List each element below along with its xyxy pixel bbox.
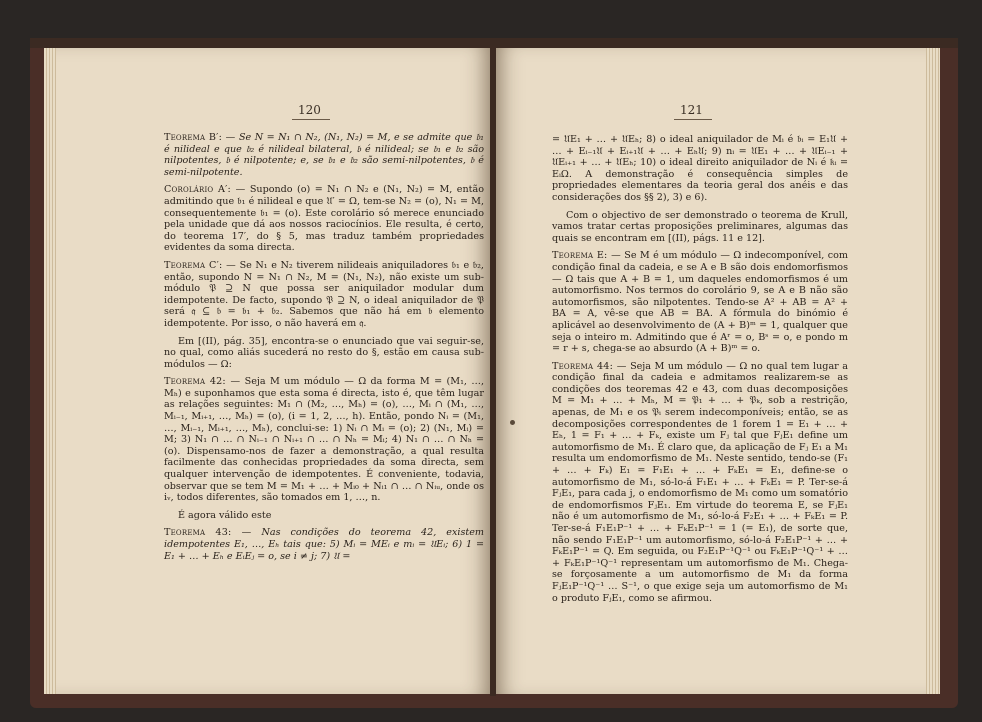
page-number: 121 bbox=[680, 103, 703, 117]
paragraph: Teorema E: — Se M é um módulo — Ω indecomponível, com condição final da cadeia, e se A e B são dois endomorfismos — Ω tais que A + B = 1, um daqueles endomorfismos é um automorfismo. Nos termos do corolário 9, se A e B não são automorfismos, são nilpotentes. Tendo-se A² + AB = A² + BA = A, vê-se que AB = BA. A fórmula do binómio é aplicável ao desenvolvimento de (A + B)ᵐ = 1, qualquer que seja o inteiro m. Admitindo que é Aʳ = o, Bˢ = o, e pondo m = r + s, chega-se ao absurdo (A + B)ᵐ = o. bbox=[552, 250, 848, 355]
paper-spot bbox=[510, 420, 515, 425]
right-page-text bbox=[552, 134, 848, 610]
paragraph: Teorema B′: — Se N = N₁ ∩ N₂, (N₁, N₂) = M, e se admite que 𝔟₁ é nilideal e que 𝔟₂ é nilideal bilateral, 𝔟 é nilideal; se 𝔟₁ e 𝔟₂ são nilpotentes, 𝔟 é nilpotente; e, se 𝔟₁ e 𝔟₂ são semi-nilpotentes, 𝔟 é semi-nilpotente. bbox=[164, 132, 485, 178]
page-number: 120 bbox=[298, 103, 321, 117]
paragraph: Teorema C′: — Se N₁ e N₂ tiverem nilideais aniquiladores 𝔟₁ e 𝔟₂, então, supondo N = N₁ ∩ N₂, M = (N₁, N₂), não existe um sub-módulo 𝔓 ⊇ N que possa ser aniquilador modular dum idempotente. De facto, supondo 𝔓 ⊇ N, o ideal aniquilador de 𝔓 será 𝔮 ⊆ 𝔟 = 𝔟₁ + 𝔟₂. Sabemos que não há em 𝔟 elemento idempotente. Por isso, o não haverá em 𝔮. bbox=[164, 259, 484, 329]
paragraph: Teorema 43: — Nas condições do teorema 42, existem idempotentes E₁, …, Eₕ tais que: 5) Mᵢ = MEᵢ e mᵢ = 𝔘Eᵢ; 6) 1 = E₁ + … + Eₕ e EᵢEⱼ = o, se i ≠ j; 7) 𝔘 = bbox=[164, 527, 484, 562]
paragraph: Corolário A′: — Supondo (o) = N₁ ∩ N₂ e (N₁, N₂) = M, então admitindo que 𝔟₁ é nilideal e que 𝔘′ = Ω, tem-se N₂ = (o), N₁ = M, consequentemente 𝔟₁ = (o). Este corolário só merece enunciado pela unidade que dá aos nossos raciocínios. Ele resulta, é certo, do teorema 17′, do § 5, mas traduz também propriedades evidentes da soma directa. bbox=[164, 184, 484, 254]
left-page-text bbox=[164, 132, 484, 568]
right-page bbox=[494, 48, 940, 694]
left-page bbox=[44, 48, 492, 694]
paragraph: Em [(II), pág. 35], encontra-se o enunciado que vai seguir-se, no qual, como aliás sucederá no resto do §, estão em causa sub-módulos — Ω: bbox=[164, 335, 484, 370]
right-page-edges bbox=[926, 48, 940, 694]
paragraph: = 𝔘E₁ + … + 𝔘Eₕ; 8) o ideal aniquilador de Mᵢ é 𝔟ᵢ = E₁𝔘 + … + Eᵢ₋₁𝔘 + Eᵢ₊₁𝔘 + … + Eₕ𝔘; 9) nᵢ = 𝔘E₁ + … + 𝔘Eᵢ₋₁ + 𝔘Eᵢ₊₁ + … + 𝔘Eₕ; 10) o ideal direito aniquilador de Nᵢ é 𝔨ᵢ = EᵢΩ. A demonstração é consequência simples de propriedades elementares da teoria geral dos anéis e das considerações dos §§ 2), 3) e 6). bbox=[552, 134, 848, 203]
left-page-edges bbox=[44, 48, 56, 694]
page-number-rule bbox=[292, 119, 330, 120]
paragraph: Com o objectivo de ser demonstrado o teorema de Krull, vamos tratar certas proposições preliminares, algumas das quais se encontram em [(II), págs. 11 e 12]. bbox=[552, 209, 848, 244]
page-number-rule bbox=[674, 119, 712, 120]
paragraph: Teorema 42: — Seja M um módulo — Ω da forma M = (M₁, …, Mₕ) e suponhamos que esta soma é directa, isto é, que têm lugar as relações seguintes: M₁ ∩ (M₂, …, Mₕ) = (o), …, Mᵢ ∩ (M₁, …, Mᵢ₋₁, Mᵢ₊₁, …, Mₕ) = (o), (i = 1, 2, …, h). Então, pondo Nᵢ = (M₁, …, Mᵢ₋₁, Mᵢ₊₁, …, Mₕ), conclui-se: 1) Nᵢ ∩ Mᵢ = (o); 2) (N₁, Mᵢ) = M; 3) N₁ ∩ … ∩ Nᵢ₋₁ ∩ Nᵢ₊₁ ∩ … ∩ Nₕ = Mᵢ; 4) N₁ ∩ … ∩ Nₕ = (o). Dispensamo-nos de fazer a demonstração, a qual resulta facilmente das conhecidas propriedades da soma directa, sem qualquer intervenção de idempotentes. É conveniente, todavia, observar que se tem M = M₁ + … + Mᵢ₀ + Nᵢ₁ ∩ … ∩ Nᵢᵤ, onde os iᵥ, todos diferentes, são tomados em 1, …, n. bbox=[164, 376, 484, 504]
paragraph: É agora válido este bbox=[178, 509, 272, 521]
book-gutter bbox=[490, 46, 496, 696]
paragraph: Teorema 44: — Seja M um módulo — Ω no qual tem lugar a condição final da cadeia e admitamos realizarem-se as condições dos teoremas 42 e 43, com duas decomposições M = M₁ + … + Mₕ, M = 𝔓₁ + … + 𝔓ₖ, sob a restrição, apenas, de M₁ e os 𝔓ᵢ serem indecomponíveis; então, se as decomposições correspondentes de 1 forem 1 = E₁ + … + Eₕ, 1 = F₁ + … + Fₖ, existe um Fⱼ tal que FⱼE₁ define um automorfismo de M₁. É claro que, da aplicação de Fⱼ E₁ a M₁ resulta um endomorfismo de M₁. Neste sentido, tendo-se (F₁ + … + Fₖ) E₁ = F₁E₁ + … + FₖE₁ = E₁, define-se o automorfismo de M₁, só-lo-á F₁E₁ + … + FₖE₁ = P. Ter-se-á FⱼE₁, para cada j, o endomorfismo de M₁ como um somatório de endomorfismos FⱼE₁. Em virtude do teorema E, se FⱼE₁ não é um automorfismo de M₁, só-lo-á F₂E₁ + … + FₖE₁ = P. Ter-se-á F₁E₁P⁻¹ + … + FₖE₁P⁻¹ = 1 (= E₁), de sorte que, não sendo F₁E₁P⁻¹ um automorfismo, só-lo-á F₂E₁P⁻¹ + … + FₖE₁P⁻¹ = Q. Em seguida, ou F₂E₁P⁻¹Q⁻¹ ou FₖE₁P⁻¹Q⁻¹ + … + FₖE₁P⁻¹Q⁻¹ representam um automorfismo de M₁. Chega-se forçosamente a um automorfismo de M₁ da forma FⱼE₁P⁻¹Q⁻¹ … S⁻¹, o que exige seja um automorfismo de M₁ o produto FⱼE₁, como se afirmou. bbox=[552, 360, 848, 604]
